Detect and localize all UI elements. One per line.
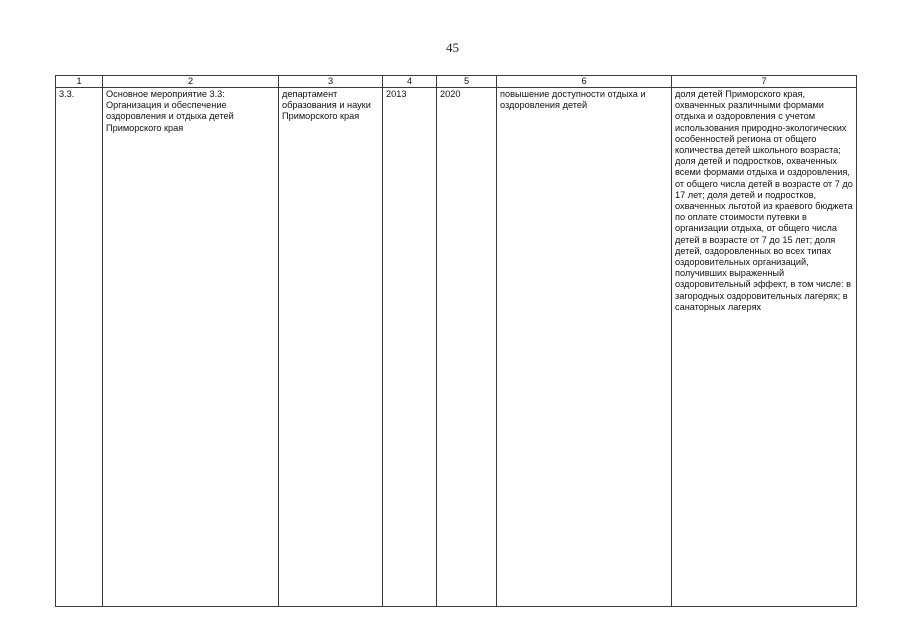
page-number: 45 (446, 40, 459, 55)
expected-result-cell (497, 88, 672, 607)
end-year-cell (437, 88, 497, 607)
start-year: 2013 (386, 89, 407, 99)
table-row (56, 88, 857, 607)
column-header-2: 2 (103, 76, 279, 88)
column-header-6: 6 (497, 76, 672, 88)
expected-result: повышение доступности отдыха и оздоровления детей (500, 89, 646, 111)
indicators: доля детей Приморского края, охваченных различными формами отдыха и оздоровления с учетом использования природно-экологических особенностей региона от общего количества детей школьного возраста; доля детей и подростков, охваченных всеми формами отдыха и оздоровления, от общего числа детей в возрасте от 7 до 17 лет; доля детей и подростков, охваченных льготой из краевого бюджета по оплате стоимости путевки в организации отдыха, от общего числа детей в возрасте от 7 до 15 лет; доля детей, оздоровленных во всех типах оздоровительных организаций, получивших выраженный оздоровительный эффект, в том числе: в загородных оздоровительных лагерях; в санаторных лагерях (675, 89, 853, 312)
table-header-row (56, 76, 857, 88)
column-header-5: 5 (437, 76, 497, 88)
executor: департамент образования и науки Приморского края (282, 89, 371, 122)
program-measures-table (55, 75, 857, 607)
measure-name-cell (103, 88, 279, 607)
column-header-1: 1 (56, 76, 103, 88)
executor-cell (279, 88, 383, 607)
start-year-cell (383, 88, 437, 607)
end-year: 2020 (440, 89, 461, 99)
indicators-cell (672, 88, 857, 607)
column-header-3: 3 (279, 76, 383, 88)
column-header-4: 4 (383, 76, 437, 88)
column-header-7: 7 (672, 76, 857, 88)
measure-number: 3.3. (59, 89, 75, 99)
measure-name: Основное мероприятие 3.3: Организация и обеспечение оздоровления и отдыха детей Приморского края (106, 89, 234, 133)
measure-number-cell (56, 88, 103, 607)
